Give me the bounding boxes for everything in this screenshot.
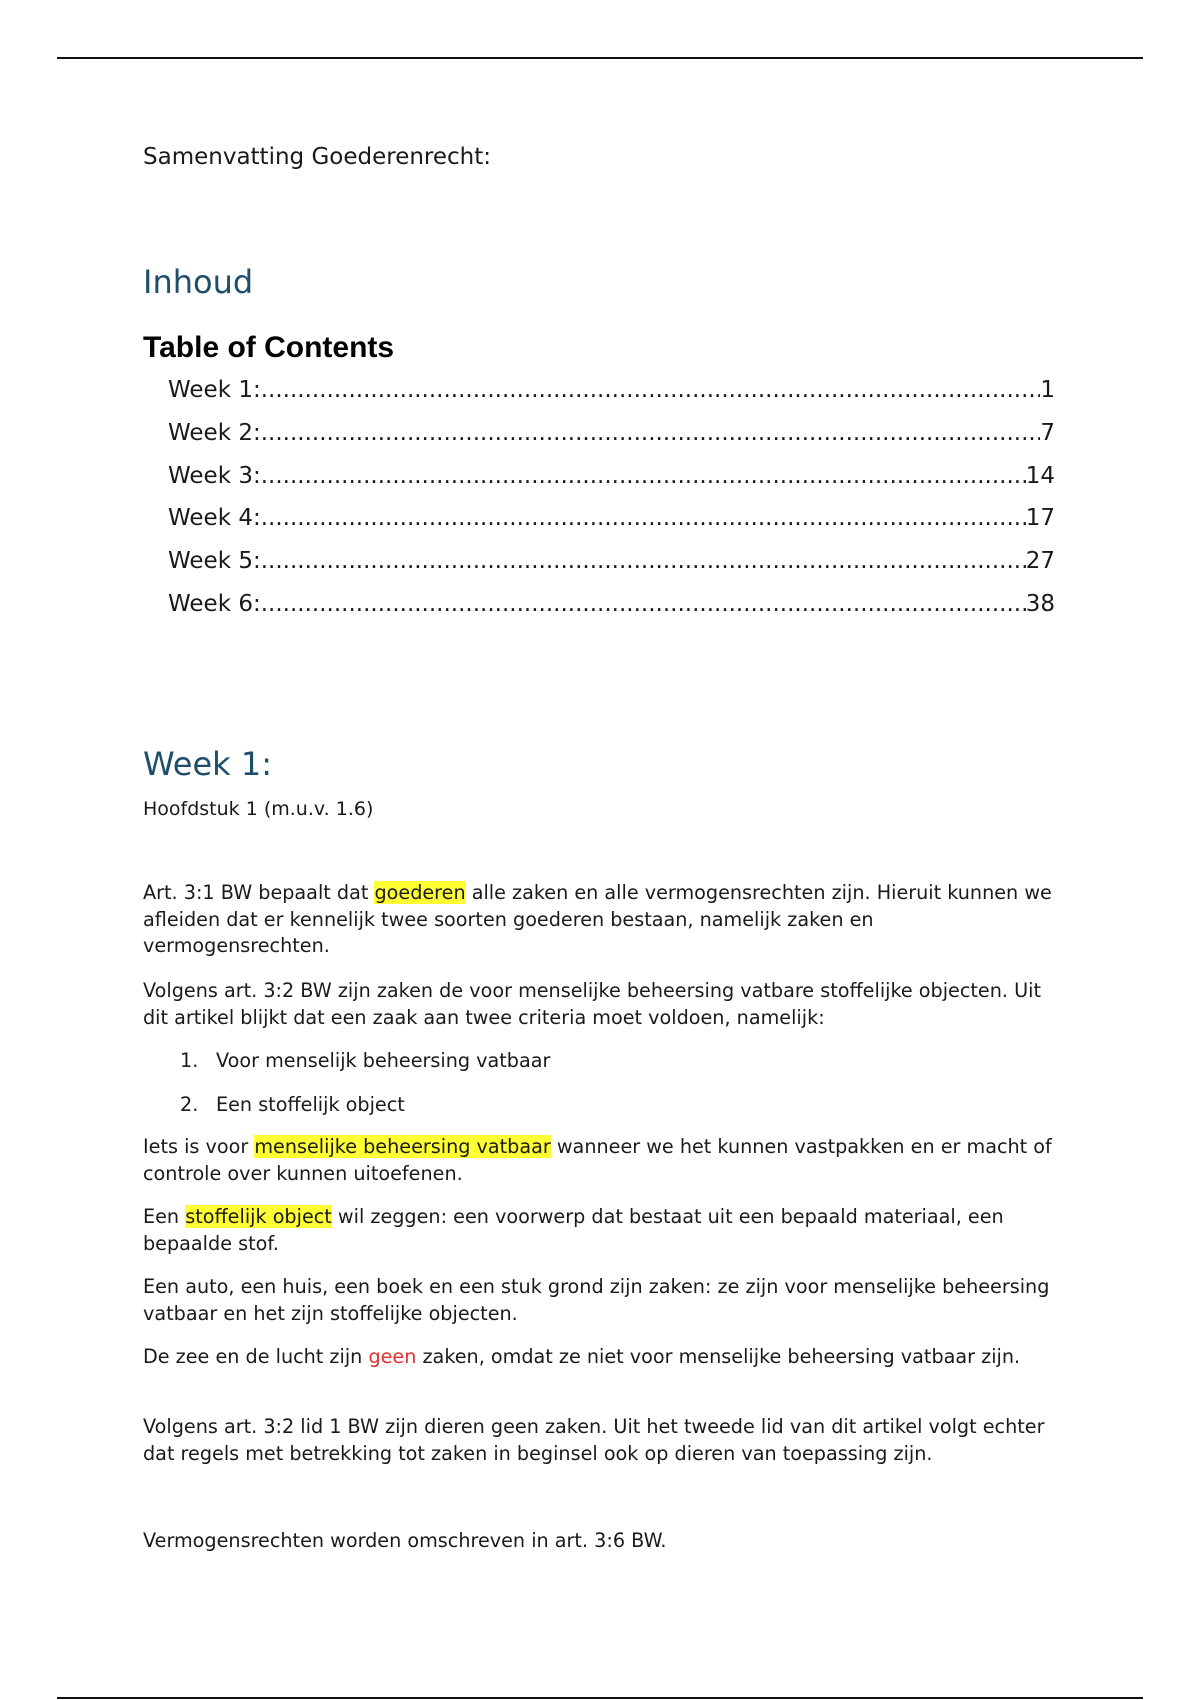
toc-entry[interactable]	[168, 413, 1055, 456]
paragraph-text: Iets is voor	[143, 1135, 255, 1158]
toc-entry-label: Week 2:	[168, 419, 261, 446]
paragraph-stoffelijk	[143, 1204, 1055, 1257]
emphasized-word: geen	[368, 1345, 417, 1368]
section-heading: Week 1:	[143, 745, 272, 783]
paragraph-beheersing	[143, 1134, 1055, 1187]
footer-rule	[57, 1697, 1143, 1699]
toc-entry-page: 14	[1025, 462, 1055, 489]
header-rule	[57, 57, 1143, 59]
toc-leader-dots	[261, 370, 1041, 410]
paragraph-text: Art. 3:1 BW bepaalt dat	[143, 881, 375, 904]
paragraph-geen-zaken	[143, 1344, 1055, 1371]
toc-entry-label: Week 4:	[168, 505, 261, 532]
list-item-text: Een stoffelijk object	[216, 1093, 405, 1116]
toc-entry-page: 27	[1025, 548, 1055, 575]
highlighted-term: goederen	[374, 881, 466, 904]
paragraph-zaken: Volgens art. 3:2 BW zijn zaken de voor menselijke beheersing vatbare stoffelijke objecten. Uit dit artikel blijkt dat een zaak aan twee criteria moet voldoen, namelijk:	[143, 979, 1041, 1029]
toc-entry-label: Week 3:	[168, 462, 261, 489]
toc-entry-page: 1	[1040, 377, 1055, 403]
toc-entry[interactable]	[168, 456, 1055, 499]
list-item	[180, 1048, 550, 1074]
toc-entry-page: 17	[1025, 505, 1055, 532]
highlighted-term: stoffelijk object	[185, 1205, 332, 1228]
table-of-contents	[168, 370, 1055, 627]
document-title: Samenvatting Goederenrecht:	[143, 144, 492, 170]
paragraph-text: wil zeggen: een voorwerp dat bestaat uit een bepaald materiaal, een bepaalde stof.	[143, 1205, 1004, 1255]
toc-leader-dots	[261, 456, 1026, 496]
toc-entry[interactable]	[168, 584, 1055, 627]
paragraph-vermogensrechten: Vermogensrechten worden omschreven in art. 3:6 BW.	[143, 1529, 667, 1552]
paragraph-text: wanneer we het kunnen vastpakken en er macht of controle over kunnen uitoefenen.	[143, 1135, 1052, 1185]
paragraph-dieren: Volgens art. 3:2 lid 1 BW zijn dieren geen zaken. Uit het tweede lid van dit artikel volgt echter dat regels met betrekking tot zaken in beginsel ook op dieren van toepassing zijn.	[143, 1415, 1045, 1465]
toc-entry-label: Week 5:	[168, 548, 261, 575]
list-item-number: 1.	[180, 1049, 199, 1072]
toc-leader-dots	[261, 584, 1026, 624]
toc-entry-page: 7	[1040, 419, 1055, 446]
list-item	[180, 1092, 405, 1118]
toc-leader-dots	[261, 541, 1026, 581]
paragraph-voorbeelden: Een auto, een huis, een boek en een stuk grond zijn zaken: ze zijn voor menselijke beheersing vatbaar en het zijn stoffelijke objecten.	[143, 1275, 1050, 1325]
toc-leader-dots	[261, 413, 1041, 453]
toc-entry[interactable]	[168, 541, 1055, 584]
paragraph-text: De zee en de lucht zijn	[143, 1345, 369, 1368]
toc-leader-dots	[261, 498, 1026, 538]
toc-entry-label: Week 6:	[168, 590, 261, 617]
contents-heading: Inhoud	[143, 263, 254, 301]
toc-entry-label: Week 1:	[168, 377, 261, 403]
toc-entry[interactable]	[168, 370, 1055, 413]
toc-entry-page: 38	[1025, 590, 1055, 617]
paragraph-text: Een	[143, 1205, 186, 1228]
chapter-subtitle: Hoofdstuk 1 (m.u.v. 1.6)	[143, 798, 374, 820]
paragraph-goederen	[143, 880, 1055, 960]
highlighted-term: menselijke beheersing vatbaar	[254, 1135, 551, 1158]
paragraph-text: zaken, omdat ze niet voor menselijke beheersing vatbaar zijn.	[416, 1345, 1021, 1368]
toc-heading: Table of Contents	[143, 331, 395, 364]
list-item-text: Voor menselijk beheersing vatbaar	[216, 1049, 551, 1072]
toc-entry[interactable]	[168, 498, 1055, 541]
list-item-number: 2.	[180, 1093, 199, 1116]
paragraph-text: alle zaken en alle vermogensrechten zijn. Hieruit kunnen we afleiden dat er kennelijk twee soorten goederen bestaan, namelijk zaken en vermogensrechten.	[143, 881, 1052, 957]
